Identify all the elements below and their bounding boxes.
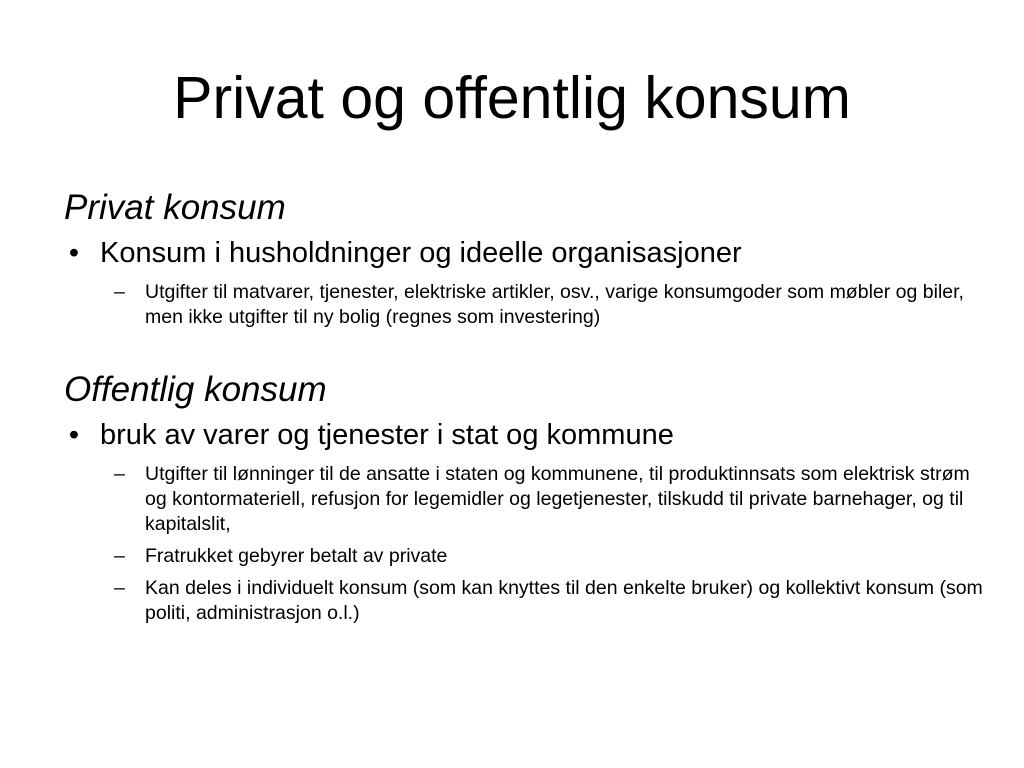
dash-marker: – xyxy=(114,577,125,599)
slide-content xyxy=(64,186,994,633)
sub-item xyxy=(64,280,994,330)
bullet-text: bruk av varer og tjenester i stat og kommune xyxy=(100,419,674,451)
sub-item-text: Utgifter til lønninger til de ansatte i staten og kommunene, til produktinnsats som elektrisk strøm og kontormateriell, refusjon for legemidler og legetjenester, tilskudd til private barnehager, og til kapitalslit, xyxy=(145,463,970,535)
section-privat-konsum xyxy=(64,186,994,330)
section-heading: Privat konsum xyxy=(64,188,286,227)
sub-item-text: Fratrukket gebyrer betalt av private xyxy=(145,545,448,567)
sub-item-text: Kan deles i individuelt konsum (som kan knyttes til den enkelte bruker) og kollektivt konsum (som politi, administrasjon o.l.) xyxy=(145,577,983,624)
sub-item xyxy=(64,576,994,626)
bullet-marker: • xyxy=(68,419,80,451)
bullet-marker: • xyxy=(68,237,80,269)
sub-item xyxy=(64,462,994,537)
bullet-item xyxy=(64,236,994,270)
sub-item-text: Utgifter til matvarer, tjenester, elektriske artikler, osv., varige konsumgoder som møbler og biler, men ikke utgifter til ny bolig (regnes som investering) xyxy=(145,281,964,328)
section-offentlig-konsum xyxy=(64,368,994,626)
section-heading: Offentlig konsum xyxy=(64,370,327,409)
dash-marker: – xyxy=(114,545,125,567)
dash-marker: – xyxy=(114,463,125,485)
bullet-text: Konsum i husholdninger og ideelle organisasjoner xyxy=(100,237,742,269)
sub-item xyxy=(64,544,994,569)
slide-title: Privat og offentlig konsum xyxy=(173,65,851,131)
dash-marker: – xyxy=(114,281,125,303)
bullet-item xyxy=(64,418,994,452)
